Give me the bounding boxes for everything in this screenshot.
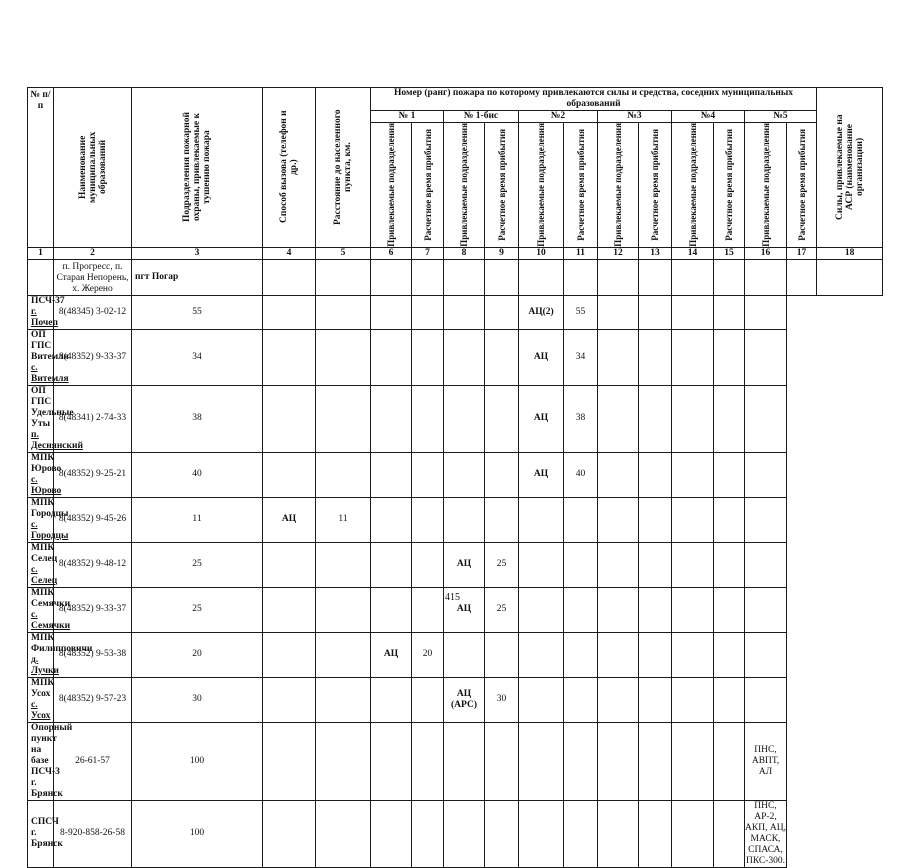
empty-cell bbox=[598, 677, 639, 722]
header-units: Подразделения пожарной охраны, привлекаемые к тушению пожара bbox=[132, 88, 263, 248]
force-cell bbox=[444, 497, 485, 542]
force-cell bbox=[371, 497, 412, 542]
table-row bbox=[28, 295, 883, 329]
force-cell: АЦ(2) bbox=[519, 295, 564, 329]
empty-cell bbox=[672, 722, 714, 800]
sub-units: Привлекаемые подразделения bbox=[519, 123, 564, 248]
arrival-time-cell bbox=[485, 497, 519, 542]
force-cell bbox=[371, 722, 412, 800]
unit-cell bbox=[28, 385, 83, 452]
column-number: 5 bbox=[316, 247, 371, 259]
unit-location: с. Юрово bbox=[31, 474, 62, 496]
arrival-time-cell bbox=[564, 677, 598, 722]
force-cell bbox=[371, 295, 412, 329]
force-cell bbox=[519, 632, 564, 677]
force-cell bbox=[263, 632, 316, 677]
distance-cell: 100 bbox=[132, 722, 263, 800]
empty-cell bbox=[639, 677, 672, 722]
arrival-time-cell bbox=[316, 385, 371, 452]
unit-name: МПК Усох bbox=[31, 677, 55, 699]
empty-cell bbox=[598, 632, 639, 677]
arrival-time-cell bbox=[564, 497, 598, 542]
phone-cell: 8(48352) 9-33-37 bbox=[54, 587, 132, 632]
force-cell bbox=[263, 800, 316, 867]
force-cell: АЦ (АРС) bbox=[444, 677, 485, 722]
asr-cell bbox=[745, 295, 787, 329]
distance-cell: 11 bbox=[132, 497, 263, 542]
empty-cell bbox=[639, 452, 672, 497]
empty-cell bbox=[598, 452, 639, 497]
column-number: 14 bbox=[672, 247, 714, 259]
force-cell bbox=[371, 800, 412, 867]
arrival-time-cell bbox=[485, 722, 519, 800]
table-row bbox=[28, 452, 883, 497]
force-cell bbox=[519, 722, 564, 800]
column-number: 12 bbox=[598, 247, 639, 259]
unit-name: МПК Филипповичи bbox=[31, 632, 93, 654]
unit-location: п. Деснянский bbox=[31, 429, 83, 451]
force-cell: АЦ bbox=[519, 452, 564, 497]
arrival-time-cell bbox=[316, 329, 371, 385]
force-cell bbox=[519, 497, 564, 542]
asr-cell: ПНС, АР-2, АКП, АЦ, МАСК, СПАСА, ПКС-300. bbox=[745, 800, 786, 866]
force-cell bbox=[444, 632, 485, 677]
phone-cell: 8-920-858-26-58 bbox=[54, 800, 132, 867]
force-cell: АЦ bbox=[371, 632, 412, 677]
asr-cell bbox=[745, 329, 787, 385]
force-cell bbox=[263, 542, 316, 587]
empty-cell bbox=[639, 497, 672, 542]
arrival-time-cell bbox=[412, 385, 444, 452]
rank-4: №4 bbox=[672, 111, 745, 123]
municipality-cell: п. Прогресс, п. Старая Непорень, х. Жерено bbox=[54, 259, 132, 295]
empty-cell bbox=[672, 497, 714, 542]
header-call-method: Способ вызова (телефон и др.) bbox=[263, 88, 316, 248]
column-number: 9 bbox=[485, 247, 519, 259]
table-row bbox=[28, 497, 883, 542]
sub-time: Расчетное время прибытия bbox=[639, 123, 672, 248]
unit-cell bbox=[28, 295, 65, 329]
distance-cell: 30 bbox=[132, 677, 263, 722]
distance-cell: 38 bbox=[132, 385, 263, 452]
unit-cell bbox=[28, 800, 63, 867]
unit-name: МПК Городцы bbox=[31, 497, 69, 519]
arrival-time-cell bbox=[412, 497, 444, 542]
unit-name: Опорный пункт на базе ПСЧ-3 г. Брянск bbox=[31, 722, 73, 799]
column-number: 7 bbox=[412, 247, 444, 259]
rank-1bis: № 1-бис bbox=[444, 111, 519, 123]
asr-cell bbox=[745, 385, 787, 452]
arrival-time-cell bbox=[485, 329, 519, 385]
force-cell: АЦ bbox=[519, 385, 564, 452]
sub-time: Расчетное время прибытия bbox=[564, 123, 598, 248]
arrival-time-cell bbox=[316, 452, 371, 497]
table-row bbox=[28, 800, 883, 867]
force-cell bbox=[263, 295, 316, 329]
arrival-time-cell bbox=[564, 632, 598, 677]
column-number: 16 bbox=[745, 247, 787, 259]
unit-location: с. Усох bbox=[31, 699, 51, 721]
row-number-cell bbox=[28, 259, 54, 295]
asr-cell bbox=[745, 632, 787, 677]
force-cell bbox=[519, 542, 564, 587]
column-number: 8 bbox=[444, 247, 485, 259]
arrival-time-cell bbox=[412, 542, 444, 587]
force-cell bbox=[263, 385, 316, 452]
unit-cell bbox=[28, 329, 69, 385]
header-fire-rank: Номер (ранг) пожара по которому привлекаются силы и средства, соседних муниципальных образований bbox=[371, 88, 817, 111]
empty-cell bbox=[672, 800, 714, 867]
arrival-time-cell: 38 bbox=[564, 385, 598, 452]
header-num: № п/п bbox=[28, 88, 54, 248]
unit-name: ОП ГПС Удельные Уты bbox=[31, 385, 74, 429]
unit-name: ПСЧ-37 bbox=[31, 295, 65, 306]
phone-cell: 8(48352) 9-53-38 bbox=[54, 632, 132, 677]
arrival-time-cell bbox=[412, 329, 444, 385]
empty-cell bbox=[714, 452, 745, 497]
force-cell bbox=[519, 677, 564, 722]
unit-cell bbox=[28, 542, 58, 587]
column-number: 11 bbox=[564, 247, 598, 259]
arrival-time-cell bbox=[485, 800, 519, 867]
empty-cell bbox=[672, 329, 714, 385]
phone-cell: 8(48352) 9-33-37 bbox=[54, 329, 132, 385]
unit-cell bbox=[28, 722, 73, 800]
distance-cell: 55 bbox=[132, 295, 263, 329]
column-number: 1 bbox=[28, 247, 54, 259]
column-number: 3 bbox=[132, 247, 263, 259]
table-row bbox=[28, 542, 883, 587]
column-number: 17 bbox=[787, 247, 817, 259]
arrival-time-cell bbox=[412, 295, 444, 329]
table-row bbox=[28, 329, 883, 385]
arrival-time-cell: 25 bbox=[485, 587, 519, 632]
empty-cell bbox=[714, 329, 745, 385]
column-number: 2 bbox=[54, 247, 132, 259]
asr-cell bbox=[745, 452, 787, 497]
force-cell bbox=[371, 677, 412, 722]
unit-cell bbox=[28, 452, 62, 497]
sub-units: Привлекаемые подразделения bbox=[598, 123, 639, 248]
force-cell bbox=[444, 722, 485, 800]
empty-cell bbox=[598, 800, 639, 867]
arrival-time-cell bbox=[412, 800, 444, 867]
column-numbers-row bbox=[28, 247, 883, 259]
sub-units: Привлекаемые подразделения bbox=[672, 123, 714, 248]
header-asr: Силы, привлекаемые на АСР (наименование организации) bbox=[817, 88, 883, 248]
empty-cell bbox=[714, 295, 745, 329]
empty-cell bbox=[639, 542, 672, 587]
empty-cell bbox=[639, 329, 672, 385]
empty-cell bbox=[639, 385, 672, 452]
arrival-time-cell: 30 bbox=[485, 677, 519, 722]
empty-cell bbox=[672, 677, 714, 722]
arrival-time-cell bbox=[316, 632, 371, 677]
empty-cell bbox=[598, 329, 639, 385]
distance-cell: 100 bbox=[132, 800, 263, 867]
arrival-time-cell bbox=[316, 800, 371, 867]
sub-units: Привлекаемые подразделения bbox=[745, 123, 787, 248]
phone-cell: 8(48352) 9-48-12 bbox=[54, 542, 132, 587]
rank-3: №3 bbox=[598, 111, 672, 123]
empty-cell bbox=[598, 385, 639, 452]
table-row bbox=[28, 722, 883, 800]
arrival-time-cell: 40 bbox=[564, 452, 598, 497]
distance-cell: 20 bbox=[132, 632, 263, 677]
sub-time: Расчетное время прибытия bbox=[787, 123, 817, 248]
sub-units: Привлекаемые подразделения bbox=[444, 123, 485, 248]
arrival-time-cell bbox=[564, 542, 598, 587]
rank-1: № 1 bbox=[371, 111, 444, 123]
rank-2: №2 bbox=[519, 111, 598, 123]
empty-cell bbox=[598, 542, 639, 587]
force-cell bbox=[371, 452, 412, 497]
arrival-time-cell bbox=[564, 800, 598, 867]
asr-cell bbox=[745, 497, 787, 542]
force-cell bbox=[263, 722, 316, 800]
unit-location: г. Почеп bbox=[31, 306, 58, 328]
header-distance: Расстояние до населенного пункта, км. bbox=[316, 88, 371, 248]
table-row bbox=[28, 385, 883, 452]
force-cell bbox=[519, 800, 564, 867]
column-number: 4 bbox=[263, 247, 316, 259]
fire-resources-table bbox=[27, 87, 883, 868]
asr-cell bbox=[745, 677, 787, 722]
unit-location: с. Селец bbox=[31, 564, 58, 586]
unit-cell bbox=[28, 497, 69, 542]
force-cell bbox=[444, 329, 485, 385]
arrival-time-cell bbox=[316, 722, 371, 800]
force-cell: АЦ bbox=[263, 497, 316, 542]
arrival-time-cell bbox=[564, 722, 598, 800]
table-row bbox=[28, 632, 883, 677]
arrival-time-cell: 11 bbox=[316, 497, 371, 542]
empty-cell bbox=[672, 542, 714, 587]
asr-cell bbox=[745, 542, 787, 587]
column-number: 15 bbox=[714, 247, 745, 259]
arrival-time-cell bbox=[412, 722, 444, 800]
asr-cell: ПНС, АВПТ, АЛ bbox=[745, 722, 787, 800]
column-number: 6 bbox=[371, 247, 412, 259]
empty-cell bbox=[714, 677, 745, 722]
unit-location: с. Городцы bbox=[31, 519, 69, 541]
distance-cell: 25 bbox=[132, 542, 263, 587]
column-number: 10 bbox=[519, 247, 564, 259]
arrival-time-cell bbox=[485, 632, 519, 677]
distance-cell: 25 bbox=[132, 587, 263, 632]
unit-name: МПК Селец bbox=[31, 542, 58, 564]
arrival-time-cell bbox=[412, 677, 444, 722]
empty-cell bbox=[598, 497, 639, 542]
sub-time: Расчетное время прибытия bbox=[485, 123, 519, 248]
empty-cell bbox=[598, 722, 639, 800]
page-number: 415 bbox=[445, 592, 460, 603]
empty-cell bbox=[714, 800, 745, 867]
arrival-time-cell: 34 bbox=[564, 329, 598, 385]
table-row bbox=[28, 677, 883, 722]
unit-name: ОП ГПС Витемля bbox=[31, 329, 69, 362]
distance-cell: 34 bbox=[132, 329, 263, 385]
empty-cell bbox=[714, 385, 745, 452]
empty-cell bbox=[714, 632, 745, 677]
arrival-time-cell: 25 bbox=[485, 542, 519, 587]
empty-cell bbox=[639, 722, 672, 800]
empty-cell bbox=[672, 452, 714, 497]
force-cell bbox=[444, 295, 485, 329]
column-number: 18 bbox=[817, 247, 883, 259]
arrival-time-cell bbox=[316, 542, 371, 587]
unit-location: с. Витемля bbox=[31, 362, 69, 384]
sub-units: Привлекаемые подразделения bbox=[371, 123, 412, 248]
force-cell: АЦ bbox=[519, 329, 564, 385]
phone-cell: 8(48352) 9-57-23 bbox=[54, 677, 132, 722]
force-cell: АЦ bbox=[444, 587, 485, 632]
arrival-time-cell: 20 bbox=[412, 632, 444, 677]
force-cell bbox=[263, 452, 316, 497]
empty-cell bbox=[639, 295, 672, 329]
district-label: пгт Погар bbox=[132, 259, 263, 295]
empty-cell bbox=[714, 497, 745, 542]
header-municipality: Наименование муниципальных образований bbox=[54, 88, 132, 248]
phone-cell: 8(48352) 9-25-21 bbox=[54, 452, 132, 497]
empty-cell bbox=[639, 800, 672, 867]
unit-name: СПСЧ г. Брянск bbox=[31, 817, 63, 850]
force-cell bbox=[444, 385, 485, 452]
empty-cell bbox=[672, 632, 714, 677]
distance-cell: 40 bbox=[132, 452, 263, 497]
arrival-time-cell bbox=[316, 677, 371, 722]
empty-cell bbox=[714, 542, 745, 587]
force-cell bbox=[371, 542, 412, 587]
column-number: 13 bbox=[639, 247, 672, 259]
sub-time: Расчетное время прибытия bbox=[412, 123, 444, 248]
arrival-time-cell bbox=[485, 452, 519, 497]
empty-cell bbox=[714, 722, 745, 800]
force-cell bbox=[444, 800, 485, 867]
force-cell: АЦ bbox=[444, 542, 485, 587]
unit-location: д. Лучки bbox=[31, 654, 59, 676]
unit-location: с. Семячки bbox=[31, 609, 71, 631]
sub-time: Расчетное время прибытия bbox=[714, 123, 745, 248]
empty-cell bbox=[672, 295, 714, 329]
phone-cell: 26-61-57 bbox=[54, 722, 132, 800]
unit-name: МПК Семячки bbox=[31, 587, 71, 609]
arrival-time-cell: 55 bbox=[564, 295, 598, 329]
force-cell bbox=[371, 329, 412, 385]
arrival-time-cell bbox=[485, 295, 519, 329]
phone-cell: 8(48341) 2-74-33 bbox=[54, 385, 132, 452]
phone-cell: 8(48352) 9-45-26 bbox=[54, 497, 132, 542]
force-cell bbox=[444, 452, 485, 497]
force-cell bbox=[371, 385, 412, 452]
empty-cell bbox=[598, 295, 639, 329]
rank-5: №5 bbox=[745, 111, 817, 123]
unit-name: МПК Юрово bbox=[31, 452, 62, 474]
unit-cell bbox=[28, 677, 54, 722]
arrival-time-cell bbox=[412, 452, 444, 497]
arrival-time-cell bbox=[316, 295, 371, 329]
force-cell bbox=[263, 677, 316, 722]
empty-cell bbox=[639, 632, 672, 677]
arrival-time-cell bbox=[485, 385, 519, 452]
force-cell bbox=[263, 329, 316, 385]
phone-cell: 8(48345) 3-02-12 bbox=[54, 295, 132, 329]
empty-cell bbox=[672, 385, 714, 452]
